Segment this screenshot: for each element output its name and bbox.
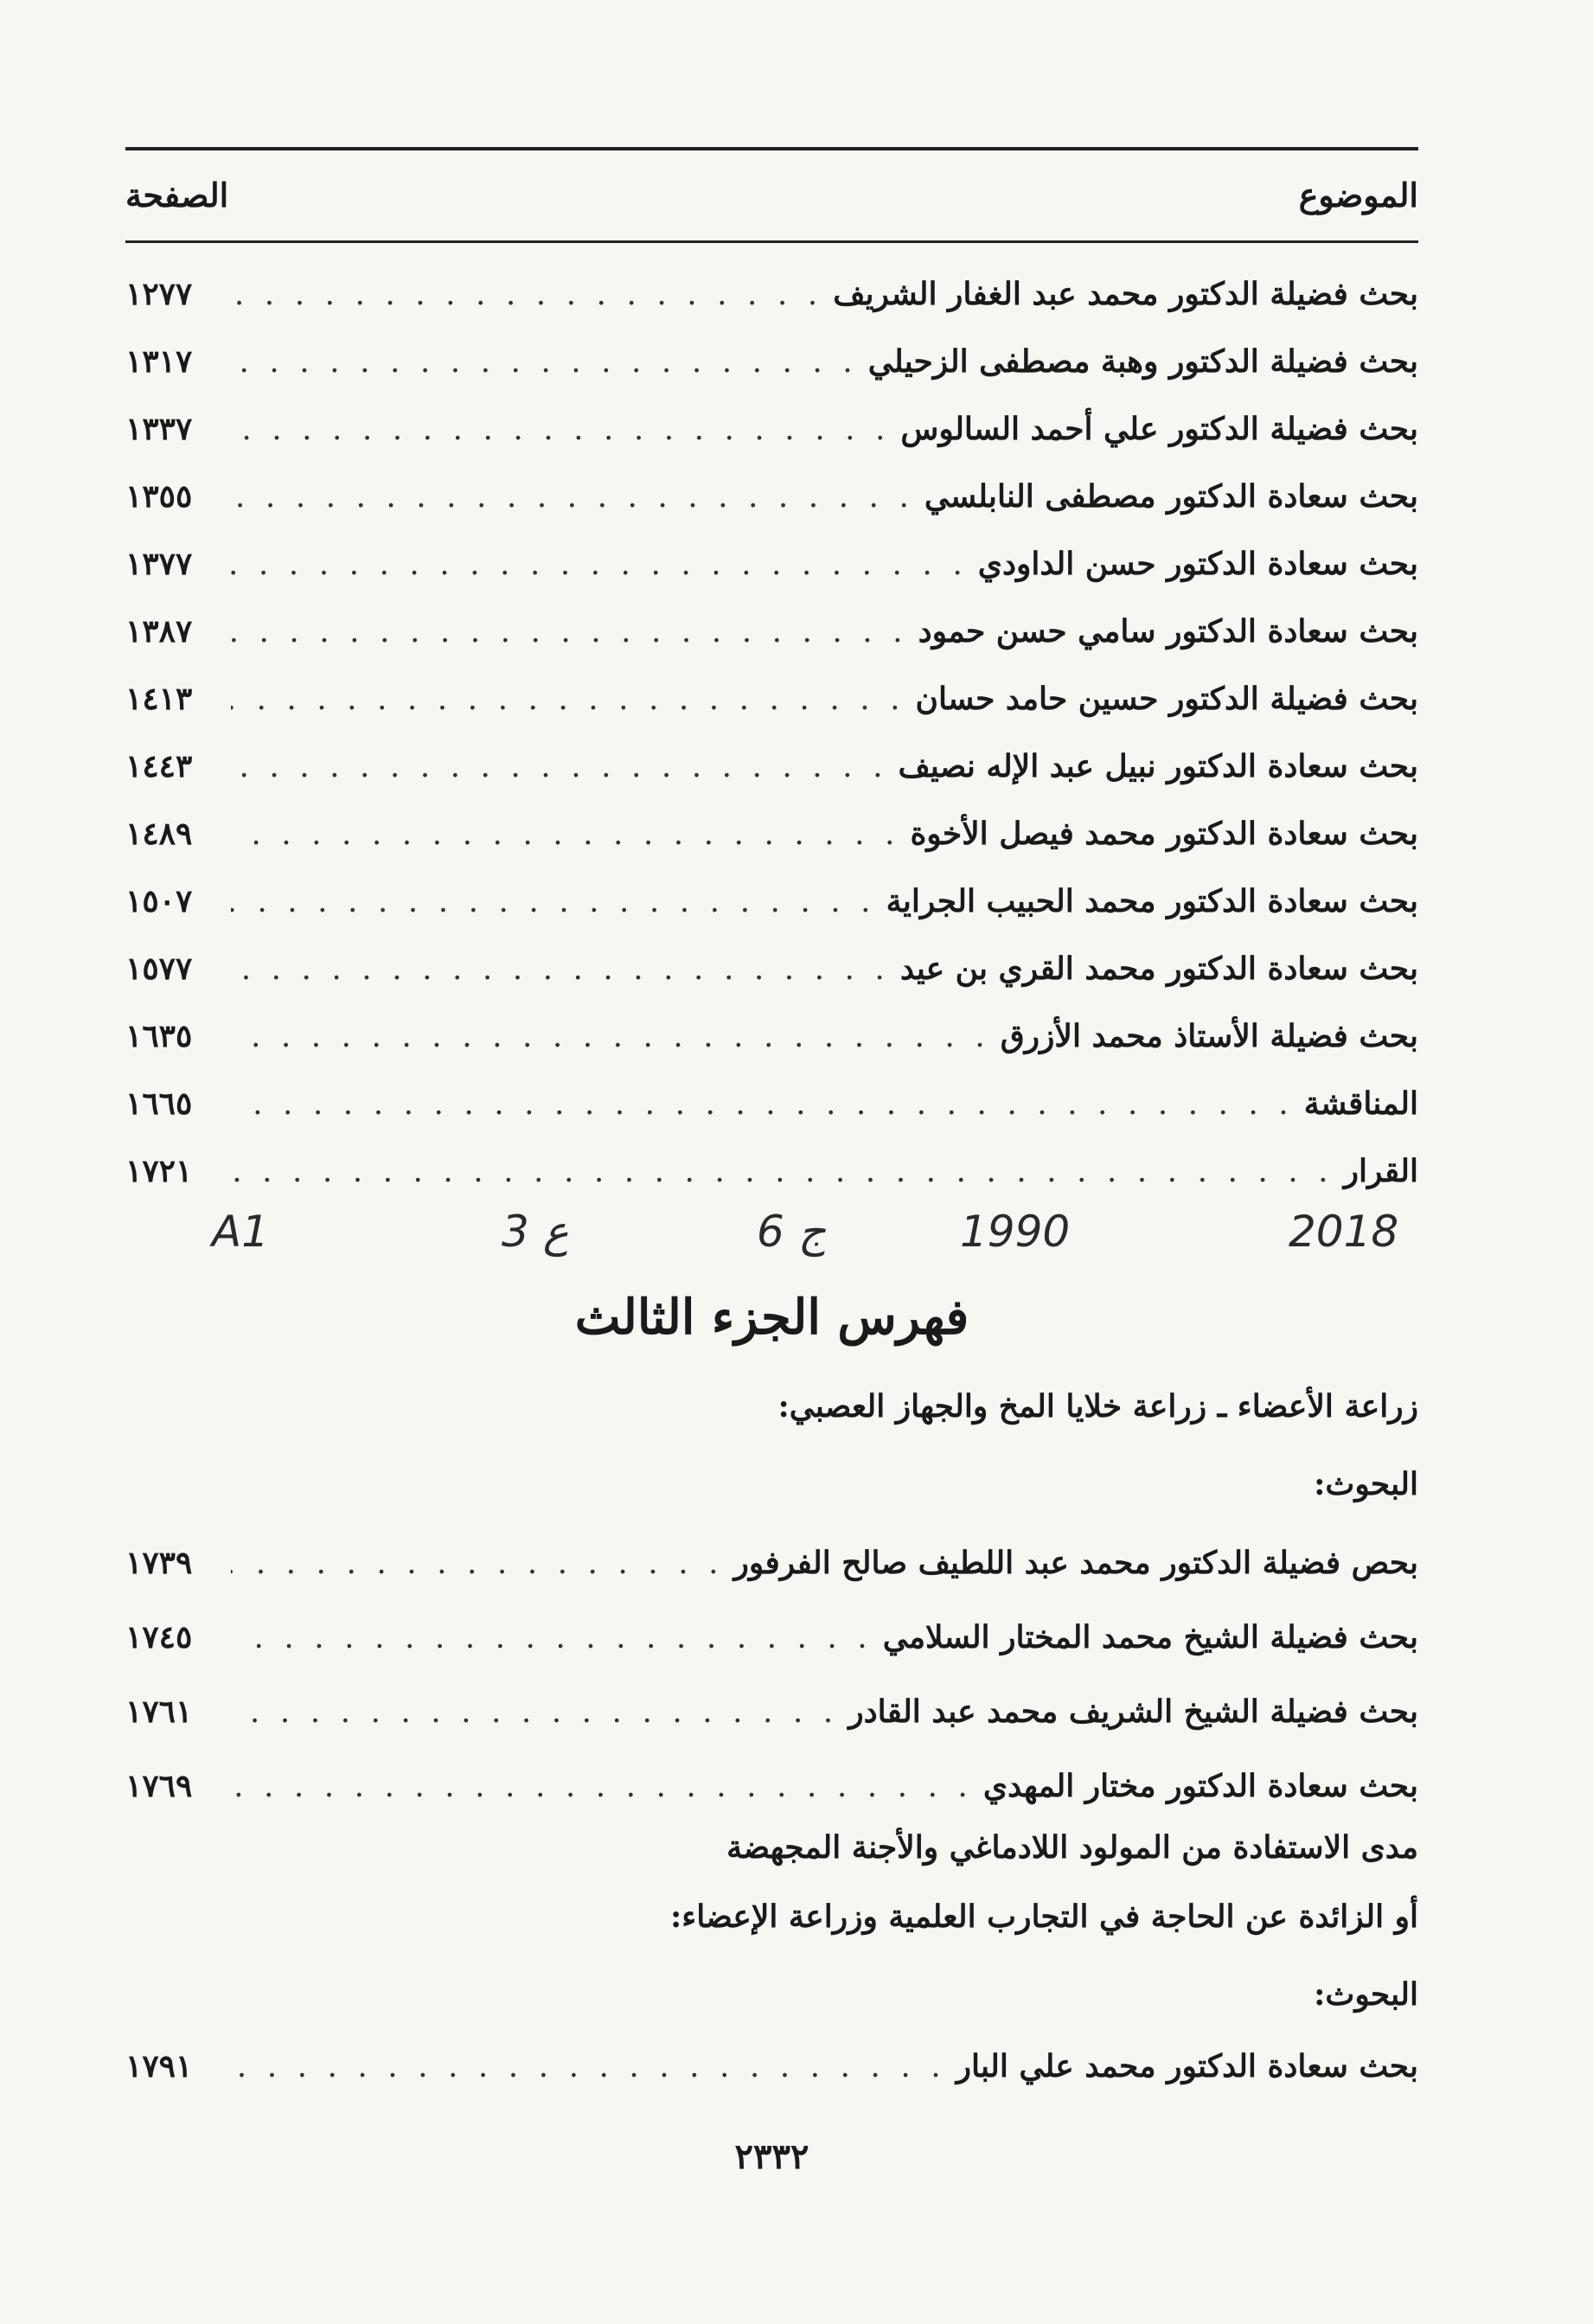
toc-entry bbox=[125, 1143, 1418, 1199]
dot-leader bbox=[231, 1769, 973, 1804]
entry-title: بحث فضيلة الشيخ محمد المختار السلامي bbox=[882, 1619, 1418, 1655]
toc-entry bbox=[125, 1535, 1418, 1591]
entry-title: بحث فضيلة الدكتور وهبة مصطفى الزحيلي bbox=[867, 343, 1418, 380]
header-rule-bottom bbox=[125, 240, 1418, 243]
entry-page: ١٢٧٧ bbox=[125, 276, 193, 312]
entry-page: ١٥٠٧ bbox=[125, 883, 193, 919]
entry-page: ١٧٣٩ bbox=[125, 1545, 193, 1581]
entry-page: ١٥٧٧ bbox=[125, 951, 193, 987]
toc-entry bbox=[125, 1610, 1418, 1665]
dot-leader bbox=[231, 1546, 724, 1581]
header-rule-top bbox=[125, 147, 1418, 150]
dot-leader bbox=[231, 682, 905, 717]
handwritten-note: 2018 bbox=[1289, 1207, 1399, 1257]
entry-page: ١٤٨٩ bbox=[125, 816, 193, 852]
dot-leader bbox=[231, 1086, 1294, 1122]
handwritten-note: A1 bbox=[212, 1207, 270, 1257]
entry-title: بحث فضيلة الأستاذ محمد الأزرق bbox=[1000, 1018, 1418, 1054]
entry-page: ١٧٩١ bbox=[125, 2048, 193, 2084]
entry-title: بحث سعادة الدكتور مصطفى النابلسي bbox=[924, 478, 1418, 515]
toc-entry bbox=[125, 401, 1418, 457]
toc-entry bbox=[125, 941, 1418, 996]
dot-leader bbox=[231, 1154, 1334, 1189]
toc-entry bbox=[125, 806, 1418, 861]
entry-page: ١٤١٣ bbox=[125, 681, 193, 717]
toc-entry bbox=[125, 1758, 1418, 1814]
entry-title: القرار bbox=[1343, 1153, 1418, 1189]
entry-title: بحث سعادة الدكتور محمد علي البار bbox=[956, 2048, 1418, 2084]
toc-entry bbox=[125, 671, 1418, 727]
entry-title: بحث فضيلة الدكتور علي أحمد السالوس bbox=[900, 411, 1418, 447]
entry-page: ١٣١٧ bbox=[125, 343, 193, 380]
toc-entry bbox=[125, 536, 1418, 592]
entry-title: بحث سعادة الدكتور سامي حسن حمود bbox=[918, 613, 1418, 650]
dot-leader bbox=[231, 479, 914, 515]
handwritten-note: 6 ج bbox=[757, 1207, 826, 1257]
dot-leader bbox=[231, 951, 890, 987]
entry-page: ١٧٤٥ bbox=[125, 1619, 193, 1655]
entry-title: المناقشة bbox=[1303, 1085, 1418, 1122]
page-number: ٢٣٣٢ bbox=[734, 2136, 809, 2177]
research-label: البحوث: bbox=[1314, 1976, 1418, 2013]
dot-leader bbox=[231, 2049, 946, 2084]
section-heading: زراعة الأعضاء ـ زراعة خلايا المخ والجهاز العصبي: bbox=[777, 1388, 1418, 1424]
entry-page: ١٧٦٩ bbox=[125, 1768, 193, 1804]
dot-leader bbox=[231, 547, 968, 582]
entry-title: بحث سعادة الدكتور حسن الداودي bbox=[977, 546, 1418, 582]
toc-entry bbox=[125, 1076, 1418, 1131]
entry-title: بحث سعادة الدكتور محمد الحبيب الجراية bbox=[886, 883, 1418, 919]
entry-title: بحث سعادة الدكتور نبيل عبد الإله نصيف bbox=[898, 748, 1418, 784]
toc-entry bbox=[125, 1684, 1418, 1739]
entry-page: ١٤٤٣ bbox=[125, 748, 193, 784]
handwritten-note: 1990 bbox=[960, 1207, 1071, 1257]
dot-leader bbox=[231, 884, 876, 919]
dot-leader bbox=[231, 816, 899, 852]
toc-entry bbox=[125, 266, 1418, 322]
dot-leader bbox=[231, 277, 822, 312]
toc-entry bbox=[125, 874, 1418, 929]
toc-entry bbox=[125, 2039, 1418, 2094]
entry-page: ١٣٣٧ bbox=[125, 411, 193, 447]
handwritten-note: 3 ع bbox=[502, 1207, 569, 1257]
entry-page: ١٧٦١ bbox=[125, 1693, 193, 1730]
toc-entry bbox=[125, 739, 1418, 794]
toc-entry bbox=[125, 1008, 1418, 1064]
entry-title: بحث فضيلة الدكتور حسين حامد حسان bbox=[915, 681, 1418, 717]
dot-leader bbox=[231, 412, 890, 447]
entry-page: ١٣٧٧ bbox=[125, 546, 193, 582]
entry-page: ١٣٥٥ bbox=[125, 478, 193, 515]
research-label: البحوث: bbox=[1314, 1466, 1418, 1502]
dot-leader bbox=[231, 1620, 873, 1655]
entry-title: بحث سعادة الدكتور محمد القري بن عيد bbox=[899, 951, 1418, 987]
topic-column-label: الموضوع bbox=[1298, 175, 1418, 214]
entry-title: بحث سعادة الدكتور محمد فيصل الأخوة bbox=[910, 816, 1418, 852]
entry-title: بحث فضيلة الشيخ الشريف محمد عبد القادر bbox=[848, 1693, 1418, 1730]
dot-leader bbox=[231, 1694, 838, 1730]
entry-page: ١٣٨٧ bbox=[125, 613, 193, 650]
dot-leader bbox=[231, 749, 888, 784]
dot-leader bbox=[231, 1019, 990, 1054]
entry-page: ١٦٦٥ bbox=[125, 1085, 193, 1122]
dot-leader bbox=[231, 614, 908, 650]
entry-title: بحص فضيلة الدكتور محمد عبد اللطيف صالح الفرفور bbox=[733, 1545, 1418, 1581]
section-heading: مدى الاستفادة من المولود اللادماغي والأجنة المجهضة bbox=[726, 1829, 1418, 1866]
section-heading: أو الزائدة عن الحاجة في التجارب العلمية وزراعة الإعضاء: bbox=[669, 1898, 1418, 1935]
index-header bbox=[125, 164, 1418, 225]
toc-entry bbox=[125, 604, 1418, 659]
page-column-label: الصفحة bbox=[125, 175, 229, 214]
entry-page: ١٧٢١ bbox=[125, 1153, 193, 1189]
entry-title: بحث فضيلة الدكتور محمد عبد الغفار الشريف bbox=[833, 276, 1418, 312]
toc-entry bbox=[125, 334, 1418, 389]
toc-entry bbox=[125, 469, 1418, 524]
entry-title: بحث سعادة الدكتور مختار المهدي bbox=[982, 1768, 1418, 1804]
dot-leader bbox=[231, 344, 858, 380]
part3-title: فهرس الجزء الثالث bbox=[574, 1289, 969, 1346]
entry-page: ١٦٣٥ bbox=[125, 1018, 193, 1054]
